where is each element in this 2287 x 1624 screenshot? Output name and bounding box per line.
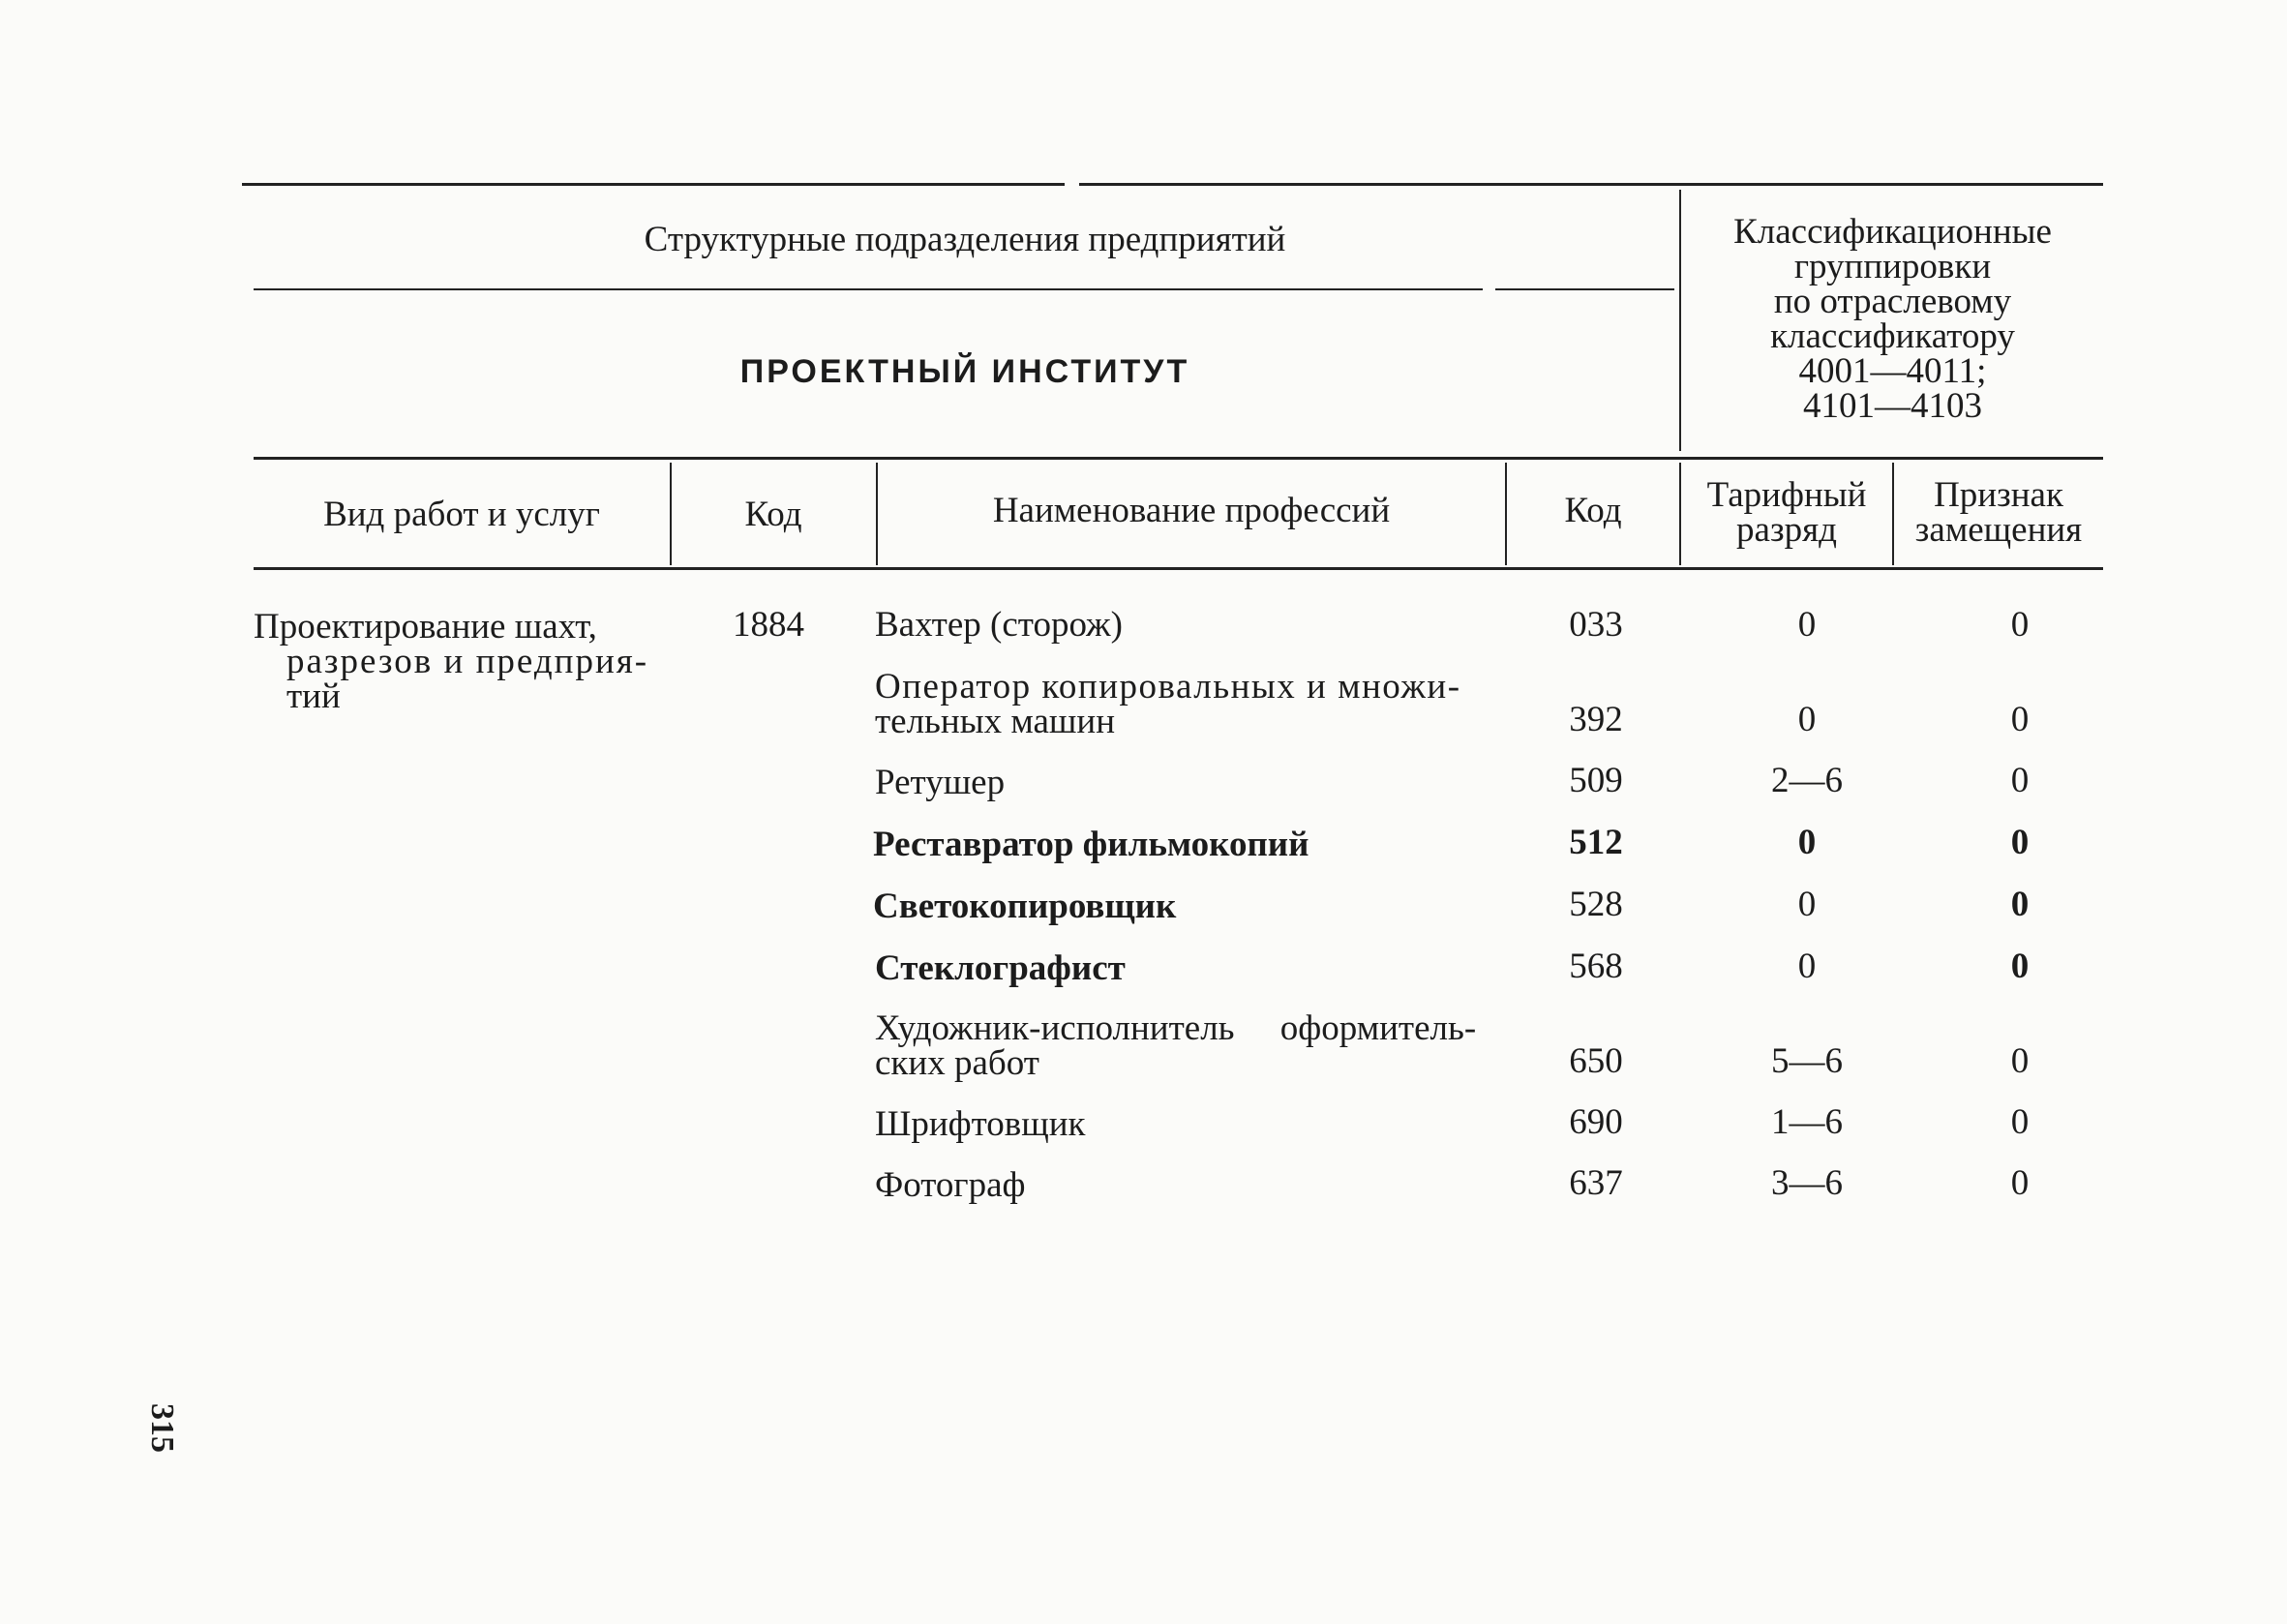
top-rule-right	[1079, 183, 2103, 186]
tariff-grade: 3—6	[1771, 1163, 1843, 1203]
tariff-grade: 5—6	[1771, 1041, 1843, 1081]
replacement-flag: 0	[2010, 605, 2030, 645]
tariff-grade: 0	[1797, 823, 1817, 862]
column-header-tariff: разряд	[1736, 510, 1837, 550]
classification-line: Классификационные	[1733, 212, 2052, 252]
profession-name: Реставратор фильмокопий	[873, 825, 1309, 864]
replacement-flag: 0	[2010, 885, 2030, 924]
tariff-grade: 1—6	[1771, 1102, 1843, 1142]
profession-name: Вахтер (сторож)	[875, 605, 1123, 645]
column-header-profession-code: Код	[1564, 491, 1622, 530]
profession-name: Художник-исполнитель оформитель-	[875, 1008, 1477, 1048]
profession-name: Светокопировщик	[873, 887, 1177, 926]
profession-code: 637	[1569, 1163, 1623, 1203]
profession-code: 033	[1569, 605, 1623, 645]
replacement-flag: 0	[2010, 761, 2030, 800]
column-header-work-code: Код	[744, 495, 802, 534]
column-header-work-type: Вид работ и услуг	[323, 495, 600, 534]
profession-name: Шрифтовщик	[875, 1104, 1086, 1144]
column-header-replacement: замещения	[1914, 510, 2083, 550]
column-header-tariff: Тарифный	[1706, 475, 1867, 515]
structural-title: Структурные подразделения предприятий	[644, 220, 1286, 259]
page-number: 315	[144, 1403, 180, 1453]
replacement-flag: 0	[2010, 947, 2030, 986]
column-header-profession-name: Наименование профессий	[992, 491, 1391, 530]
classification-line: 4001—4011;	[1798, 351, 1987, 391]
profession-code: 528	[1569, 885, 1623, 924]
profession-code: 568	[1569, 947, 1623, 986]
work-code: 1884	[733, 605, 804, 645]
profession-code: 690	[1569, 1102, 1623, 1142]
classification-line: классификатору	[1770, 316, 2015, 356]
top-rule-left	[242, 183, 1065, 186]
classification-line: группировки	[1793, 247, 1992, 286]
work-type-line: разрезов и предприя-	[286, 642, 649, 681]
profession-name: Стеклографист	[875, 948, 1126, 988]
tariff-grade: 2—6	[1771, 761, 1843, 800]
column-header-bottom-rule	[254, 567, 2103, 570]
profession-name: ских работ	[875, 1043, 1039, 1083]
replacement-flag: 0	[2010, 1102, 2030, 1142]
column-header-top-rule	[254, 457, 2103, 460]
profession-code: 650	[1569, 1041, 1623, 1081]
classification-line: 4101—4103	[1803, 386, 1982, 426]
header-divider	[1679, 190, 1681, 451]
tariff-grade: 0	[1797, 947, 1817, 986]
tariff-grade: 0	[1797, 885, 1817, 924]
replacement-flag: 0	[2010, 700, 2030, 739]
replacement-flag: 0	[2010, 1163, 2030, 1203]
tariff-grade: 0	[1797, 700, 1817, 739]
profession-name: Ретушер	[875, 763, 1006, 802]
mid-rule-left	[254, 288, 1483, 290]
work-type-line: тий	[286, 677, 341, 716]
column-header-replacement: Признак	[1934, 475, 2063, 515]
profession-code: 512	[1569, 823, 1623, 862]
tariff-grade: 0	[1797, 605, 1817, 645]
profession-code: 392	[1569, 700, 1623, 739]
profession-code: 509	[1569, 761, 1623, 800]
replacement-flag: 0	[2010, 823, 2030, 862]
replacement-flag: 0	[2010, 1041, 2030, 1081]
mid-rule-right	[1495, 288, 1674, 290]
profession-name: Фотограф	[875, 1165, 1026, 1205]
institute-title: ПРОЕКТНЫЙ ИНСТИТУТ	[739, 353, 1190, 390]
profession-name: тельных машин	[875, 702, 1116, 741]
work-type-line: Проектирование шахт,	[254, 607, 597, 647]
profession-name: Оператор копировальных и множи-	[875, 667, 1461, 707]
classification-line: по отраслевому	[1773, 282, 2012, 321]
